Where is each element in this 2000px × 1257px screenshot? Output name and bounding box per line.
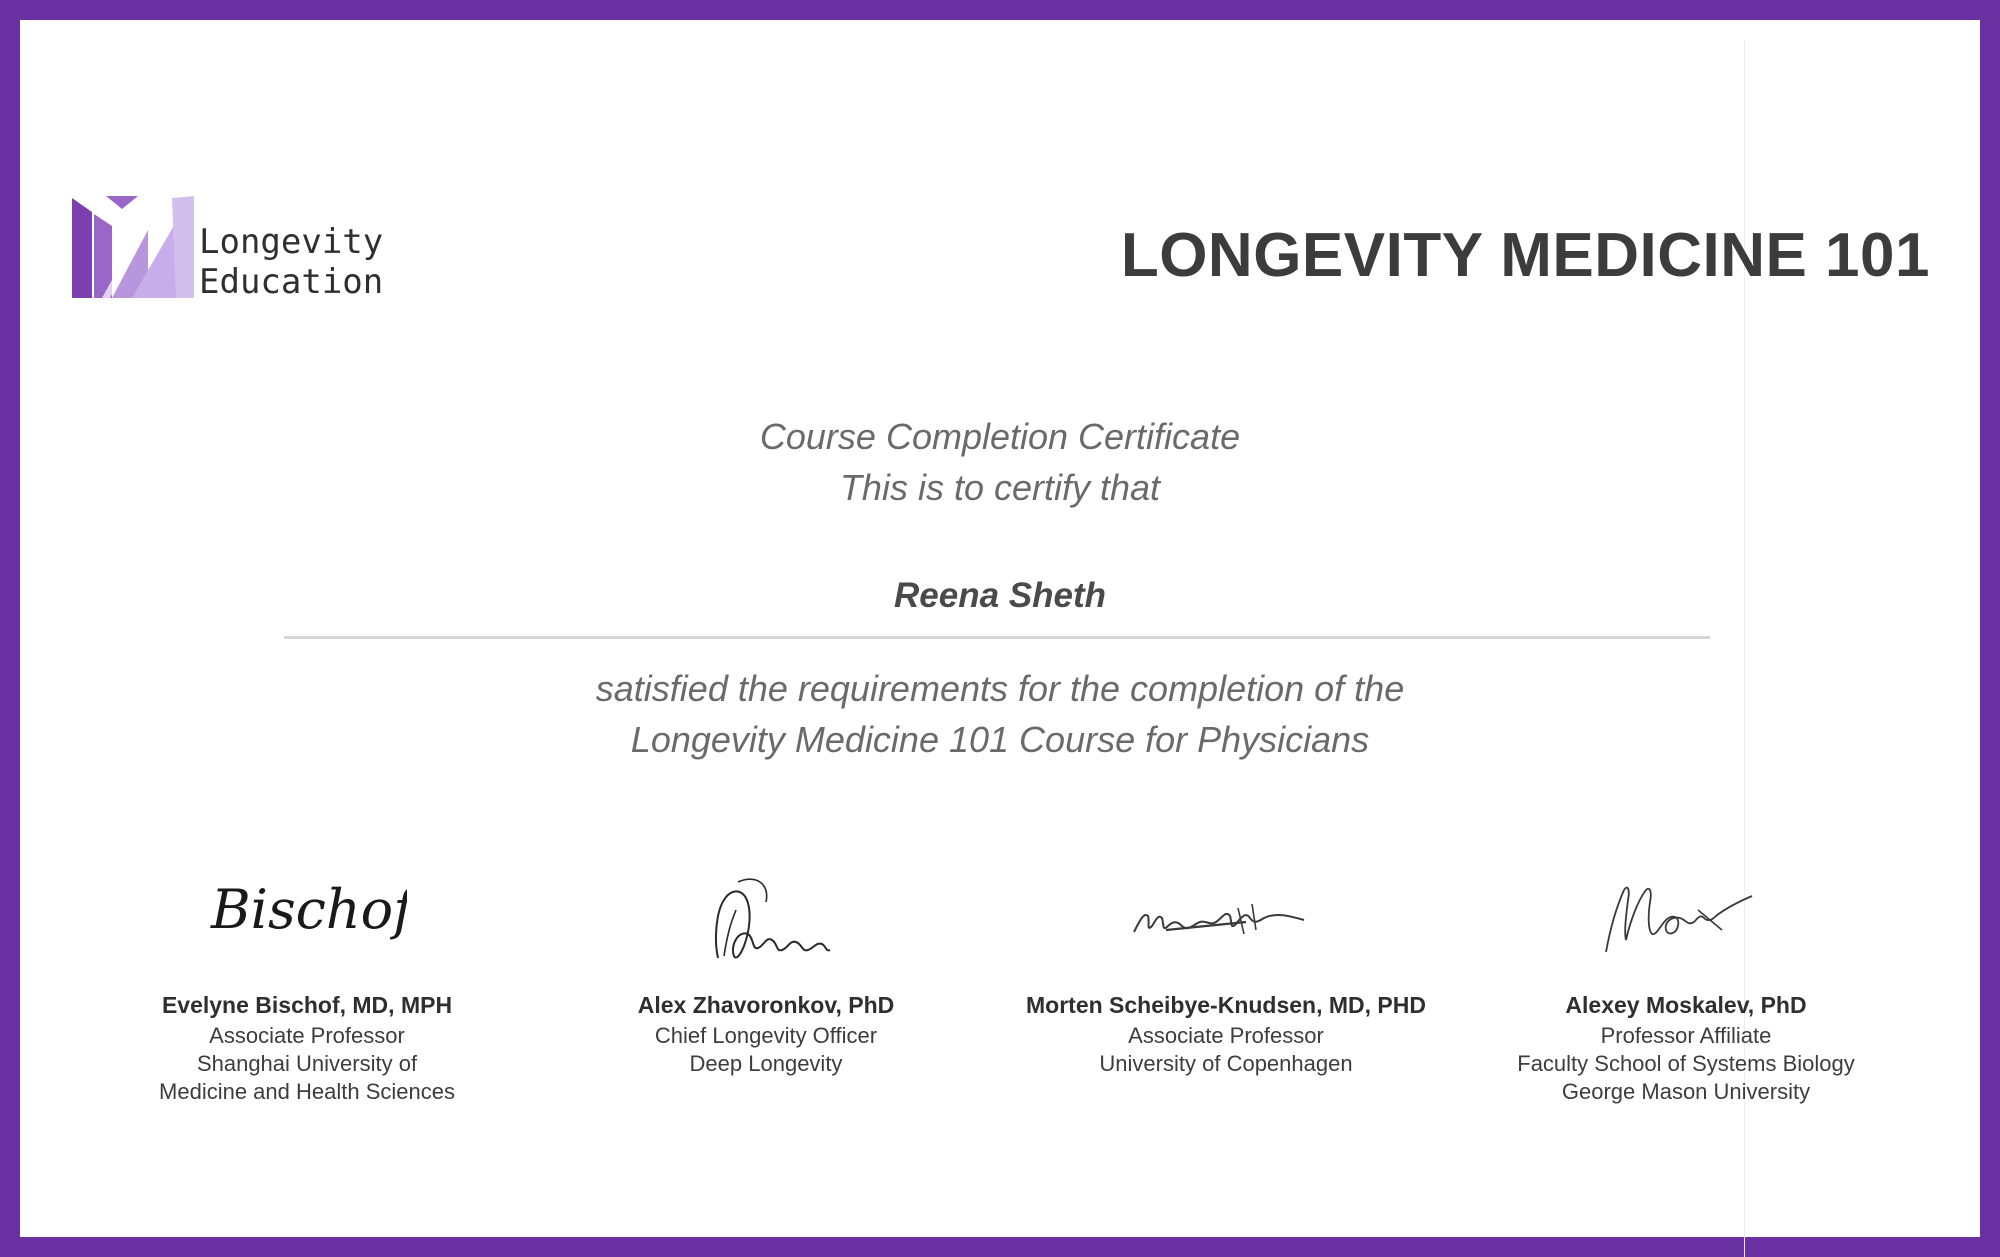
course-title: LONGEVITY MEDICINE 101 bbox=[1120, 221, 1930, 290]
signatory-scheibye-knudsen bbox=[1006, 860, 1446, 1110]
signatory-bischof bbox=[87, 860, 527, 1110]
signatory-title-line: Professor Affiliate bbox=[1600, 1023, 1772, 1048]
signatory-title-line: University of Copenhagen bbox=[1099, 1051, 1353, 1076]
signature-image bbox=[207, 860, 407, 970]
signatory-moskalev bbox=[1466, 860, 1906, 1110]
signatory-zhavoronkov bbox=[546, 860, 986, 1110]
certificate-heading: Course Completion Certificate bbox=[759, 416, 1241, 457]
logo bbox=[72, 196, 412, 306]
signatory-title bbox=[87, 1022, 527, 1106]
requirement-line-1: satisfied the requirements for the completion of the bbox=[595, 668, 1405, 709]
signatory-title bbox=[546, 1022, 986, 1078]
logo-wordmark bbox=[199, 222, 383, 302]
requirement-line-2: Longevity Medicine 101 Course for Physicians bbox=[630, 719, 1370, 760]
signatory-title bbox=[1006, 1022, 1446, 1078]
signature-scheibye-knudsen bbox=[1126, 860, 1326, 970]
signatory-title-line: Faculty School of Systems Biology bbox=[1517, 1051, 1855, 1076]
signature-moskalev bbox=[1586, 860, 1786, 970]
signatory-name: Alexey Moskalev, PhD bbox=[1565, 992, 1807, 1018]
signature-bischof bbox=[207, 860, 407, 970]
signature-image bbox=[1126, 860, 1326, 970]
signatory-name: Alex Zhavoronkov, PhD bbox=[637, 992, 895, 1018]
signatory-title-line: Chief Longevity Officer bbox=[654, 1023, 878, 1048]
certificate-intro: This is to certify that bbox=[839, 467, 1161, 508]
signatory-title-line: Shanghai University of bbox=[196, 1051, 418, 1076]
signatory-title-line: Deep Longevity bbox=[689, 1051, 843, 1076]
signatory-title bbox=[1466, 1022, 1906, 1106]
name-underline bbox=[284, 636, 1710, 639]
svg-text:Bischof: Bischof bbox=[211, 878, 407, 941]
signatory-name: Evelyne Bischof, MD, MPH bbox=[161, 992, 453, 1018]
logo-line1: Longevity bbox=[199, 222, 384, 262]
signature-image bbox=[1586, 860, 1786, 970]
logo-line2: Education bbox=[199, 262, 384, 302]
signatory-title-line: Associate Professor bbox=[1128, 1023, 1324, 1048]
signatory-title-line: Medicine and Health Sciences bbox=[159, 1079, 455, 1104]
signatory-name: Morten Scheibye-Knudsen, MD, PHD bbox=[1026, 992, 1426, 1018]
signatory-title-line: Associate Professor bbox=[209, 1023, 405, 1048]
recipient-name: Reena Sheth bbox=[894, 576, 1106, 615]
longevity-education-logo-icon bbox=[72, 196, 197, 306]
signature-image bbox=[666, 860, 866, 970]
signature-zhavoronkov bbox=[666, 860, 866, 970]
signatory-title-line: George Mason University bbox=[1561, 1079, 1811, 1104]
